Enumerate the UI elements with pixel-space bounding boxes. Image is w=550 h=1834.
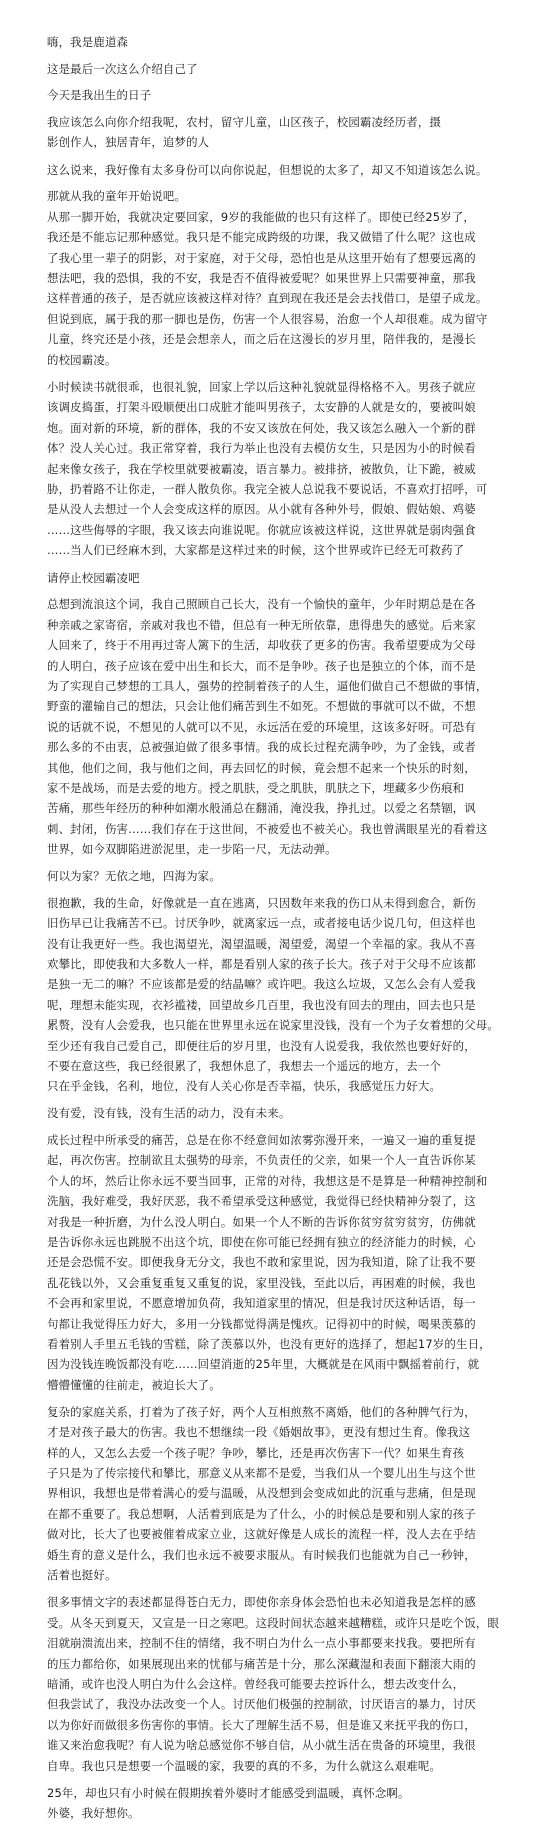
birthday-line: 今天是我出生的日子 [47, 88, 152, 103]
identity-paragraph: 我应该怎么向你介绍我呢，农村，留守儿童，山区孩子，校园霸凌经历者，摄 影创作人，独居青年，追梦的人 [47, 115, 442, 150]
too-many-identities-line: 这么说来，我好像有太多身份可以向你说起，但想说的太多了，却又不知道该怎么说。 [47, 162, 488, 177]
stop-bullying-heading: 请停止校园霸凌吧 [47, 570, 140, 585]
last-introduction-line: 这是最后一次这么介绍自己了 [47, 61, 198, 76]
grandmother-closing: 25年，却也只有小时候在假期挨着外婆时才能感受到温暖，真怀念啊。 外婆，我好想你。 [47, 1786, 410, 1821]
no-home-line: 何以为家？无依之地，四海为家。 [47, 869, 221, 883]
family-relations-paragraph: 复杂的家庭关系，打着为了孩子好，两个人互相煎熬不离婚，他们的各种脾气行为， 才是对孩子最大的伤害。我也不想继续一段《婚姻故事》，更没有想过生育。像我这 样的人，又怎么去爱一个孩子呢？争吵，攀比，还是再次伤害下一代？如果生育孩 子只是为了传宗接代和攀比，那意义从来都不是爱，当我们从一个婴儿出生与这个世 界相识，我想也是带着满心的爱与温暖，从没想到会变成如此的沉重与悲痛，但是现 在都不重要了。我总想啊，人活着到底是为了什么，小的时候总是要和别人家的孩子 做对比，长大了也要被催着成家立业，这就好像是人成长的流程一样，没人去在乎结 婚生育的意义是什么，我们也永远不被要求服从。有时候我们也能就为自己一秒钟， 活着也挺好。 [47, 1404, 476, 1582]
childhood-paragraph: 那就从我的童年开始说吧。 从那一脚开始，我就决定要回家，9岁的我能做的也只有这样了。即使已经25岁了， 我还是不能忘记那种感觉。我只是不能完成跨级的功课，我又做错了什么呢？这也成 了我心里一辈子的阴影，对于家庭，对于父母，恐怕也是从这里开始有了想要远离的 想法吧，我的恐惧，我的不安，我是否不值得被爱呢？如果世界上只需要神童，那我 这样普通的孩子，是否就应该被这样对待？直到现在我还是会去找借口，是望子成龙。 但说到底，属于我的那一脚也是伤，伤害一个人很容易，治愈一个人却很难。成为留守 儿童，终究还是小孩，还是会想亲人，而之后在这漫长的岁月里，陪伴我的，是漫长 的校园霸凌。 [47, 189, 488, 367]
greeting-line: 嗨，我是鹿道森 [47, 35, 129, 49]
escape-paragraph: 很抱歉，我的生命，好像就是一直在逃离，只因数年来我的伤口从未得到愈合，新伤 旧伤早已让我痛苦不已。讨厌争吵，就离家远一点，或者接电话少说几句，但这样也 没有让我更好一些。我也渴望光，渴望温暖，渴望爱，渴望一个幸福的家。我从不喜 欢攀比，即使我和大多数人一样，都是看别人家的孩子长大。孩子对于父母不应该都 是独一无二的嘛？不应该都是爱的结晶嘛？或许吧。我这么垃圾，又怎么会有人爱我 呢，理想未能实现，衣衫褴褛，回望故乡几百里，我也没有回去的理由，回去也只是 累赘，没有人会爱我，也只能在世界里永远在说家里没钱，没有一个为子女着想的父母。 至少还有我自己爱自己，即便往后的岁月里，也没有人说爱我，我依然也要好好的， 不要在意这些，我已经很累了，我想休息了，我想去一个遥远的地方，去一个 只在乎金钱，名利，地位，没有人关心你是否幸福，快乐，我感觉压力好大。 [47, 895, 500, 1094]
school-bullying-paragraph: 小时候读书就很乖，也很礼貌，回家上学以后这种礼貌就显得格格不入。男孩子就应 该调皮捣蛋，打架斗殴顺便出口成脏才能叫男孩子，太安静的人就是女的，要被叫娘 炮。面对新的环境，新的群体，我的不安又该放在何处，我又该怎么融入一个新的群 体？没人关心过。我正常穿着，我行为举止也没有去模仿女生，只是因为小的时候看 起来像女孩子，我在学校里就要被霸凌，语言暴力。被排挤，被散负，让下跪，被威 胁，扔着路不让你走，一群人散负你。我完全被人总说我不要说话，不喜欢打招呼，可 是从没人去想过一个人会变成这样的原因。从小就有各种外号，假娘、假姑娘、鸡婆 ……这些侮辱的字眼，我又该去向谁说呢。你就应该被这样说，这世界就是弱肉强食 ……当人们已经麻木到，大家都是这样过来的时候，这个世界或许已经无可救药了 [47, 380, 488, 558]
no-love-line: 没有爱，没有钱，没有生活的动力，没有未来。 [47, 1106, 291, 1121]
growing-pain-paragraph: 成长过程中所承受的痛苦，总是在你不经意间如浓雾弥漫开来，一遍又一遍的重复提 起，再次伤害。控制欲且太强势的母亲，不负责任的父亲，如果一个人一直告诉你某 个人的坏，然后让你永远不要当回事，正常的对待，我想这是不是算是一种精神控制和 洗脑，我好难受，我好厌恶，我不希望承受这种感觉，我觉得已经快精神分裂了，这 对我是一种折磨，为什么没人明白。如果一个人不断的告诉你贫穷贫穷贫穷，仿佛就 是告诉你永远也跳脱不出这个坑，即使在你可能已经拥有独立的经济能力的时候，心 还是会恐慌不安。即便我身无分文，我也不敢和家里说，因为我知道，除了让我不要 乱花钱以外，又会重复重复又重复的说，家里没钱，至此以后，再困难的时候，我也 不会再和家里说，不愿意增加负荷，我知道家里的情况，但是我讨厌这种话语，每一 句都让我觉得压力好大，多用一分钱都觉得满是愧疚。记得初中的时候，喝果羡慕的 看着别人手里五毛钱的雪糕，除了羡慕以外，也没有更好的选择了，想起17岁的生日， 因为没钱连晚饭都没有吃……回望消逝的25年里，大概就是在风雨中飘摇着前行，就 懵懵懂懂的往前走，被迫长大了。 [47, 1133, 491, 1392]
feelings-paragraph: 很多事情文字的表述都显得苍白无力，即使你亲身体会恐怕也未必知道我是怎样的感 受。从冬天到夏天，又宣是一日之寒吧。这段时间状态越来越糟糕，或许只是吃个饭，眼 泪就崩溃流出来，控制不住的情绪，我不明白为什么一点小事都要来找我。要把所有 的压力都给你，如果展现出来的忧郁与痛苦是十分，那么深藏湿和表面下翻滚大雨的 暗涌，或许也没人明白为什么会这样。曾经我可能要去控诉什么，想去改变什么， 但我尝试了，我没办法改变一个人。讨厌他们极强的控制欲，讨厌语言的暴力，讨厌 以为你好而做很多伤害你的事情。长大了理解生活不易，但是谁又来抚平我的伤口， 谁又来治愈我呢？有人说为啥总感觉你不够自信，从小就生活在贵备的环境里，我很 自卑。我也只是想要一个温暖的家，我要的真的不多，为什么就这么艰难呢。 [47, 1595, 500, 1773]
wandering-paragraph: 总想到流浪这个词，我自己照顾自己长大，没有一个愉快的童年，少年时期总是在各 种亲戚之家寄宿，亲戚对我也不错，但总有一种无所依靠，患得患失的感觉。后来家 人回来了，终于不用再过寄人篱下的生活，却收获了更多的伤害。我希望要成为父母 的人明白，孩子应该在爱中出生和长大，而不是争吵。孩子也是独立的个体，而不是 为了实现自己梦想的工具人，强势的控制着孩子的人生，逼他们做自己不想做的事情， 野蛮的灌输自己的想法，只会让他们痛苦到生不如死。不想做的事就可以不做，不想 说的话就不说，不想见的人就可以不见，永远活在爱的环境里，这该多好呀。可恐有 那么多的不由衷，总被强迫做了很多事情。我的成长过程充满争吵，为了金钱，或者 其他，他们之间，我与他们之间，再去回忆的时候，竟会想不起来一个快乐的时刻， 家不是战场，而是去爱的地方。授之肌肤，受之肌肤，肌肤之下，埋藏多少伤痕和 苦痛，那些年经历的种种如潮水般涌总在翻涌，淹没我，挣扎过。以爱之名禁锢，讽 刺、封闭，伤害……我们存在于这世间，不被爱也不被关心。我也曾满眼星光的看着这 世界，如今双脚陷进淤泥里，走一步陷一尺，无法动弹。 [47, 597, 488, 857]
